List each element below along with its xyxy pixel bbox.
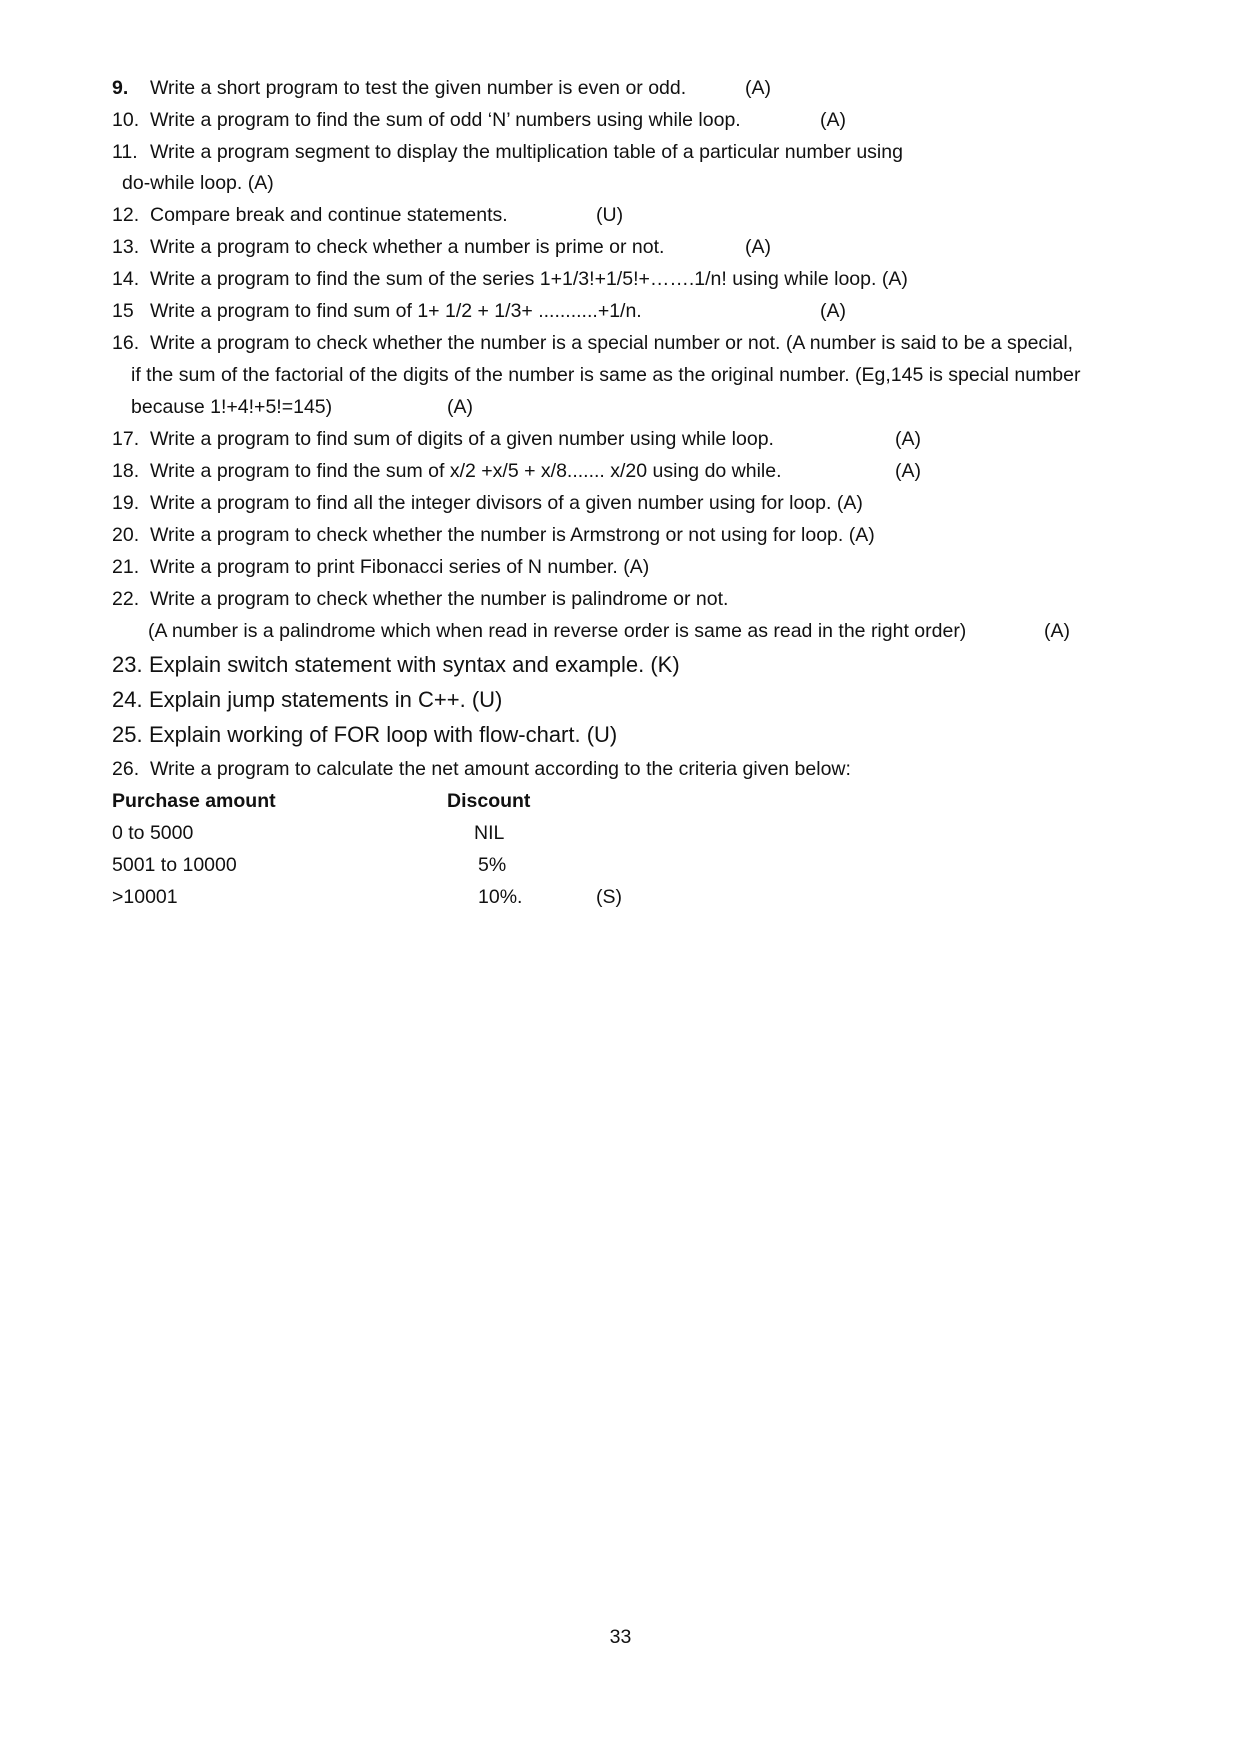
question-number: 10. (112, 109, 140, 131)
question-number: 19. (112, 492, 140, 514)
question-26 (112, 757, 851, 781)
question-16-tag: (A) (447, 396, 473, 418)
question-text: Explain switch statement with syntax and example. (K) (149, 652, 680, 677)
question-text: Explain jump statements in C++. (U) (149, 687, 503, 712)
question-text: Write a program to find the sum of x/2 +x/5 + x/8....... x/20 using do while. (150, 460, 782, 482)
question-9 (112, 76, 686, 100)
question-number: 20. (112, 524, 140, 546)
question-13-tag: (A) (745, 236, 771, 258)
question-number: 23. (112, 652, 143, 677)
table-row-amount: 5001 to 10000 (112, 854, 237, 876)
question-text: Write a program to check whether the number is a special number or not. (A number is said to be a special, (150, 332, 1074, 354)
question-22-tag: (A) (1044, 620, 1070, 642)
table-row-discount: 5% (478, 854, 507, 876)
question-17 (112, 427, 774, 451)
question-23 (112, 652, 680, 678)
page-number: 33 (609, 1626, 632, 1648)
question-19 (112, 491, 863, 515)
question-number: 26. (112, 758, 140, 780)
question-10-tag: (A) (820, 109, 846, 131)
question-16 (112, 331, 1073, 355)
question-text: Write a short program to test the given number is even or odd. (150, 77, 687, 99)
question-text: Compare break and continue statements. (150, 204, 508, 226)
question-number: 12. (112, 204, 140, 226)
table-header-amount: Purchase amount (112, 790, 276, 812)
question-number: 16. (112, 332, 140, 354)
table-row-discount: 10%. (478, 886, 523, 908)
question-17-tag: (A) (895, 428, 921, 450)
question-25 (112, 722, 617, 748)
question-text: Write a program to find sum of digits of a given number using while loop. (150, 428, 774, 450)
question-18 (112, 459, 782, 483)
question-11 (112, 140, 903, 164)
question-24 (112, 687, 502, 713)
question-number: 13. (112, 236, 140, 258)
question-16-continuation: if the sum of the factorial of the digits of the number is same as the original number. (Eg,145 is special number (131, 364, 1081, 386)
question-text: Write a program to check whether the number is Armstrong or not using for loop. (A) (150, 524, 875, 546)
question-14 (112, 267, 908, 291)
table-row-amount: >10001 (112, 886, 178, 908)
question-text: Write a program to find sum of 1+ 1/2 + 1/3+ ...........+1/n. (150, 300, 642, 322)
question-21 (112, 555, 649, 579)
question-15-tag: (A) (820, 300, 846, 322)
question-text: Write a program to check whether a number is prime or not. (150, 236, 665, 258)
question-number: 17. (112, 428, 140, 450)
question-text: Explain working of FOR loop with flow-chart. (U) (149, 722, 618, 747)
question-22-continuation: (A number is a palindrome which when read in reverse order is same as read in the right order) (148, 620, 967, 642)
question-12 (112, 203, 508, 227)
question-10 (112, 108, 741, 132)
question-text: Write a program to print Fibonacci series of N number. (A) (150, 556, 650, 578)
question-number: 18. (112, 460, 140, 482)
question-22 (112, 587, 728, 611)
question-12-tag: (U) (596, 204, 624, 226)
question-number: 9. (112, 77, 129, 99)
question-20 (112, 523, 875, 547)
question-text: Write a program to check whether the number is palindrome or not. (150, 588, 729, 610)
question-number: 14. (112, 268, 140, 290)
question-number: 11. (112, 141, 138, 163)
question-text: Write a program to calculate the net amount according to the criteria given below: (150, 758, 851, 780)
question-13 (112, 235, 664, 259)
question-number: 24. (112, 687, 143, 712)
table-row-tag: (S) (596, 886, 622, 908)
question-11-continuation: do-while loop. (A) (122, 172, 274, 194)
question-text: Write a program to find the sum of odd ‘N’ numbers using while loop. (150, 109, 741, 131)
question-18-tag: (A) (895, 460, 921, 482)
question-number: 25. (112, 722, 143, 747)
table-row-discount: NIL (474, 822, 505, 844)
question-9-tag: (A) (745, 77, 771, 99)
question-text: Write a program to find the sum of the series 1+1/3!+1/5!+…….1/n! using while loop. (A) (150, 268, 908, 290)
question-16-continuation-2: because 1!+4!+5!=145) (131, 396, 333, 418)
question-text: Write a program segment to display the multiplication table of a particular number using (150, 141, 903, 163)
table-row-amount: 0 to 5000 (112, 822, 194, 844)
table-header-discount: Discount (447, 790, 531, 812)
question-15 (112, 299, 642, 323)
question-number: 21. (112, 556, 140, 578)
question-text: Write a program to find all the integer divisors of a given number using for loop. (A) (150, 492, 863, 514)
question-number: 22. (112, 588, 140, 610)
question-number: 15 (112, 300, 134, 322)
